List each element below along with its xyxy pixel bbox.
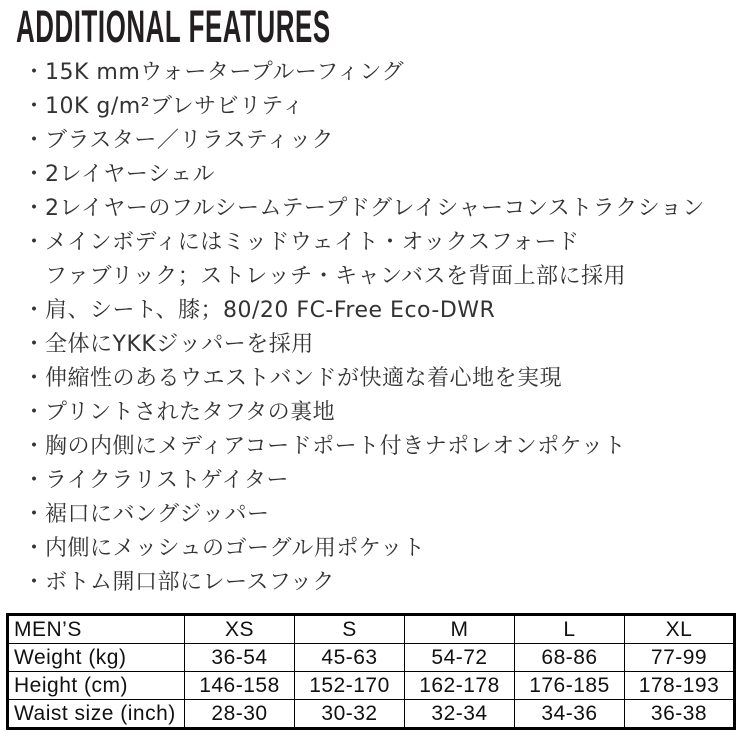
size-value-cell: 68-86 — [515, 644, 625, 672]
table-header-row — [8, 615, 735, 644]
feature-list — [23, 56, 735, 600]
table-row — [8, 700, 735, 729]
feature-text — [45, 124, 735, 158]
feature-item — [23, 90, 735, 124]
feature-text — [45, 192, 735, 226]
size-value-cell: 34-36 — [515, 700, 625, 729]
feature-item — [23, 362, 735, 396]
size-value-cell: 178-193 — [625, 672, 735, 700]
bullet-glyph: ・ — [23, 468, 46, 493]
size-value-cell: 45-63 — [295, 644, 405, 672]
bullet-glyph: ・ — [23, 60, 46, 85]
feature-line: 10K g/m²ブレサビリティ — [45, 94, 305, 119]
size-header-cell: XS — [185, 615, 295, 644]
feature-text — [45, 430, 735, 464]
bullet-glyph: ・ — [23, 196, 46, 221]
feature-line: 伸縮性のあるウエストバンドが快適な着心地を実現 — [45, 366, 563, 391]
bullet-glyph: ・ — [23, 434, 46, 459]
size-chart-table — [6, 613, 736, 730]
feature-line: ライクラリストゲイター — [45, 468, 289, 493]
feature-text — [45, 158, 735, 192]
bullet-glyph: ・ — [23, 536, 46, 561]
size-value-cell: 36-38 — [625, 700, 735, 729]
size-header-cell: XL — [625, 615, 735, 644]
feature-text — [45, 464, 735, 498]
feature-text — [45, 396, 735, 430]
feature-item — [23, 498, 735, 532]
bullet-glyph: ・ — [23, 94, 46, 119]
size-value-cell: 146-158 — [185, 672, 295, 700]
feature-text — [45, 56, 735, 90]
table-header-label: MEN’S — [8, 615, 185, 644]
feature-item — [23, 532, 735, 566]
size-value-cell: 32-34 — [405, 700, 515, 729]
size-header-cell: S — [295, 615, 405, 644]
size-value-cell: 176-185 — [515, 672, 625, 700]
feature-line: 15K mmウォータープルーフィング — [45, 60, 405, 85]
feature-line: 胸の内側にメディアコードポート付きナポレオンポケット — [45, 434, 627, 459]
size-value-cell: 162-178 — [405, 672, 515, 700]
feature-line: 肩、シート、膝；80/20 FC-Free Eco-DWR — [45, 298, 496, 323]
feature-item — [23, 396, 735, 430]
feature-item — [23, 226, 735, 294]
feature-text — [45, 498, 735, 532]
feature-text — [45, 294, 735, 328]
feature-line: 2レイヤーのフルシームテープドグレイシャーコンストラクション — [45, 196, 705, 221]
feature-line: プリントされたタフタの裏地 — [45, 400, 336, 425]
feature-item — [23, 566, 735, 600]
feature-text — [45, 362, 735, 396]
feature-text — [45, 328, 735, 362]
feature-line: ブラスター／リラスティック — [45, 128, 334, 153]
size-value-cell: 54-72 — [405, 644, 515, 672]
row-label: Height (cm) — [8, 672, 185, 700]
feature-line: 全体にYKKジッパーを採用 — [45, 332, 314, 357]
size-value-cell: 30-32 — [295, 700, 405, 729]
bullet-glyph: ・ — [23, 298, 46, 323]
feature-item — [23, 430, 735, 464]
feature-text — [45, 226, 735, 294]
feature-item — [23, 464, 735, 498]
bullet-glyph: ・ — [23, 400, 46, 425]
feature-line: 2レイヤーシェル — [45, 162, 216, 187]
table-row — [8, 672, 735, 700]
size-value-cell: 77-99 — [625, 644, 735, 672]
size-header-cell: L — [515, 615, 625, 644]
feature-item — [23, 192, 735, 226]
feature-line: 内側にメッシュのゴーグル用ポケット — [45, 536, 426, 561]
feature-item — [23, 294, 735, 328]
table-row — [8, 644, 735, 672]
row-label: Weight (kg) — [8, 644, 185, 672]
feature-line-continuation: ファブリック；ストレッチ・キャンバスを背面上部に採用 — [45, 264, 627, 289]
bullet-glyph: ・ — [23, 162, 46, 187]
feature-text — [45, 532, 735, 566]
size-header-cell: M — [405, 615, 515, 644]
bullet-glyph: ・ — [23, 502, 46, 527]
feature-line: メインボディにはミッドウェイト・オックスフォード — [45, 230, 580, 255]
feature-item — [23, 56, 735, 90]
section-heading: ADDITIONAL FEATURES — [16, 1, 331, 52]
size-value-cell: 28-30 — [185, 700, 295, 729]
bullet-glyph: ・ — [23, 230, 46, 255]
bullet-glyph: ・ — [23, 332, 46, 357]
feature-item — [23, 124, 735, 158]
feature-item — [23, 158, 735, 192]
row-label: Waist size (inch) — [8, 700, 185, 729]
size-value-cell: 152-170 — [295, 672, 405, 700]
feature-line: 裾口にバングジッパー — [45, 502, 270, 527]
bullet-glyph: ・ — [23, 128, 46, 153]
feature-line: ボトム開口部にレースフック — [45, 570, 335, 595]
size-value-cell: 36-54 — [185, 644, 295, 672]
feature-text — [45, 566, 735, 600]
bullet-glyph: ・ — [23, 570, 46, 595]
feature-item — [23, 328, 735, 362]
feature-text — [45, 90, 735, 124]
bullet-glyph: ・ — [23, 366, 46, 391]
